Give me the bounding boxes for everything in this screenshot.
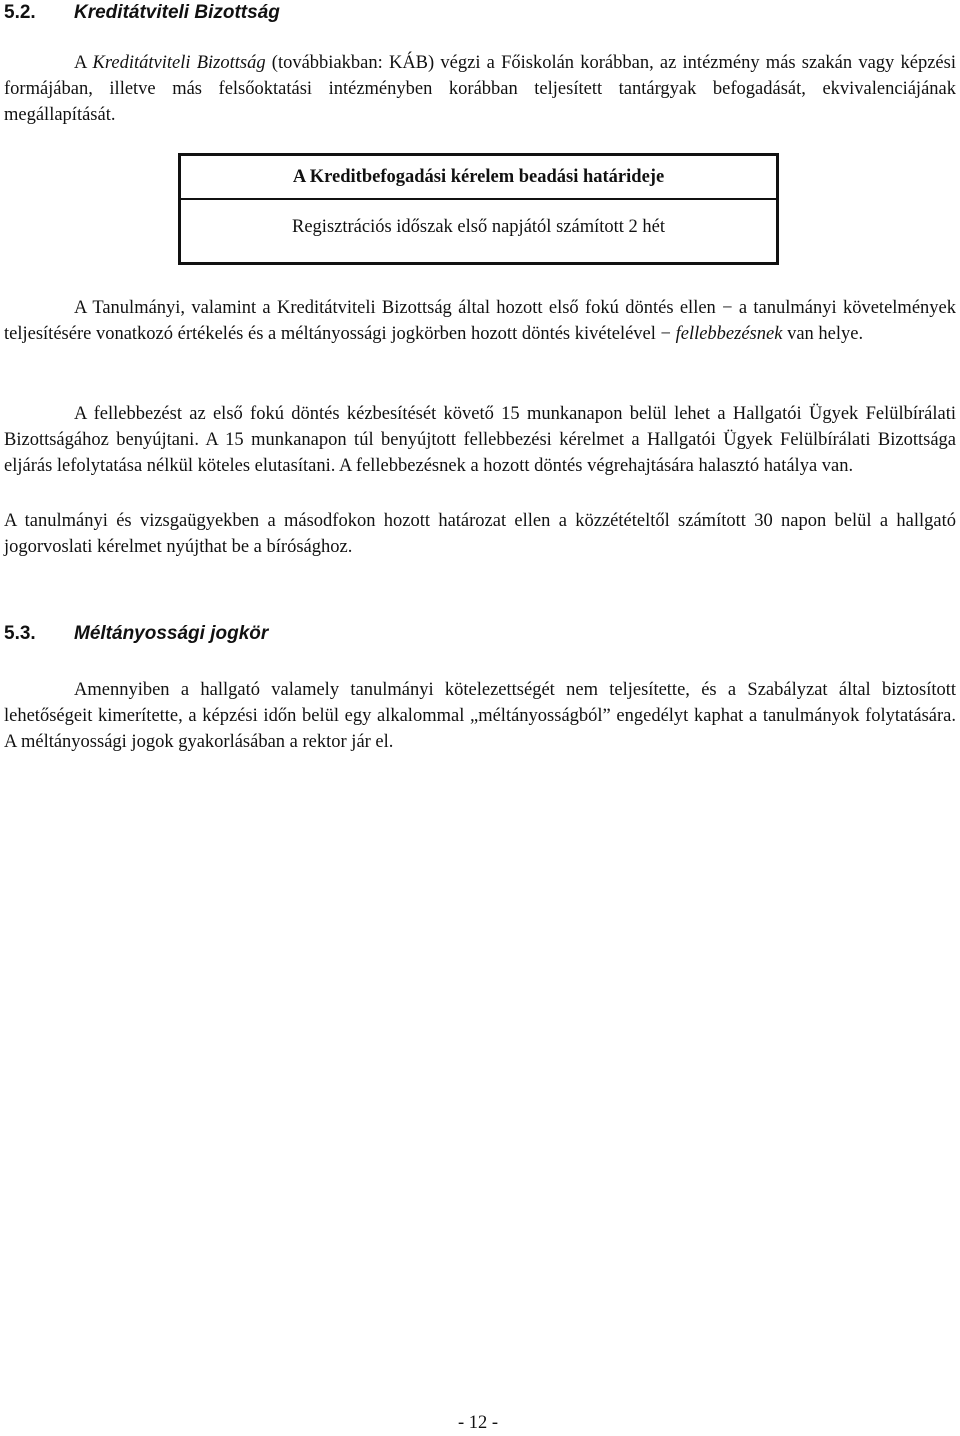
page-number: - 12 -	[457, 1413, 499, 1433]
section-heading-5-3	[4, 622, 268, 646]
page-footer	[0, 1411, 960, 1435]
intro-paragraph	[4, 50, 956, 128]
section-heading-5-2	[4, 1, 280, 25]
equity-paragraph: Amennyiben a hallgató valamely tanulmányi kötelezettségét nem teljesítette, és a Szabályzat által biztosított lehetőségeit kimerítette, a képzési időn belül egy alkalommal „méltányosságból” engedélyt kaphat a tanulmányok folytatására. A méltányossági jogok gyakorlásában a rektor jár el.	[4, 680, 956, 752]
intro-italic-term: Kreditátviteli Bizottság	[92, 53, 266, 73]
intro-prefix: A	[74, 53, 93, 73]
appeal-p1-before: A Tanulmányi, valamint a Kreditátviteli Bizottság által hozott első fokú döntés ellen − a tanulmányi követelmények teljesítésére vonatkozó értékelés és a méltányossági jogkörben hozott döntés kivételével −	[4, 298, 956, 344]
intro-rest: (továbbiakban: KÁB) végzi a Főiskolán korábban, az intézmény más szakán vagy képzési formájában, illetve más felsőoktatási intézményben korábban teljesített tantárgyak befogadását, ekvivalenciájának megállapítását.	[4, 53, 956, 125]
appeal-p1-after: van helye.	[782, 324, 864, 344]
appeal-paragraph-3: A tanulmányi és vizsgaügyekben a másodfokon hozott határozat ellen a közzétételtől számított 30 napon belül a hallgató jogorvoslati kérelmet nyújthat be a bírósághoz.	[4, 511, 956, 557]
appeal-p1-italic: fellebbezésnek	[675, 324, 783, 344]
section-title: Méltányossági jogkör	[74, 623, 269, 644]
deadline-box-value: Regisztrációs időszak első napjától számított 2 hét	[292, 216, 665, 237]
section-number: 5.3.	[4, 623, 36, 644]
deadline-box-title: A Kreditbefogadási kérelem beadási határideje	[181, 156, 776, 200]
section-title: Kreditátviteli Bizottság	[74, 2, 280, 23]
section-number: 5.2.	[4, 2, 36, 23]
deadline-box	[178, 153, 779, 265]
appeal-paragraph-2: A fellebbezést az első fokú döntés kézbesítését követő 15 munkanapon belül lehet a Hallgatói Ügyek Felülbírálati Bizottságához benyújtani. A 15 munkanapon túl benyújtott fellebbezési kérelmet a Hallgatói Ügyek Felülbírálati Bizottsága eljárás lefolytatása nélkül köteles elutasítani. A fellebbezésnek a hozott döntés végrehajtására halasztó hatálya van.	[4, 404, 956, 476]
appeal-paragraph-1	[4, 295, 956, 347]
